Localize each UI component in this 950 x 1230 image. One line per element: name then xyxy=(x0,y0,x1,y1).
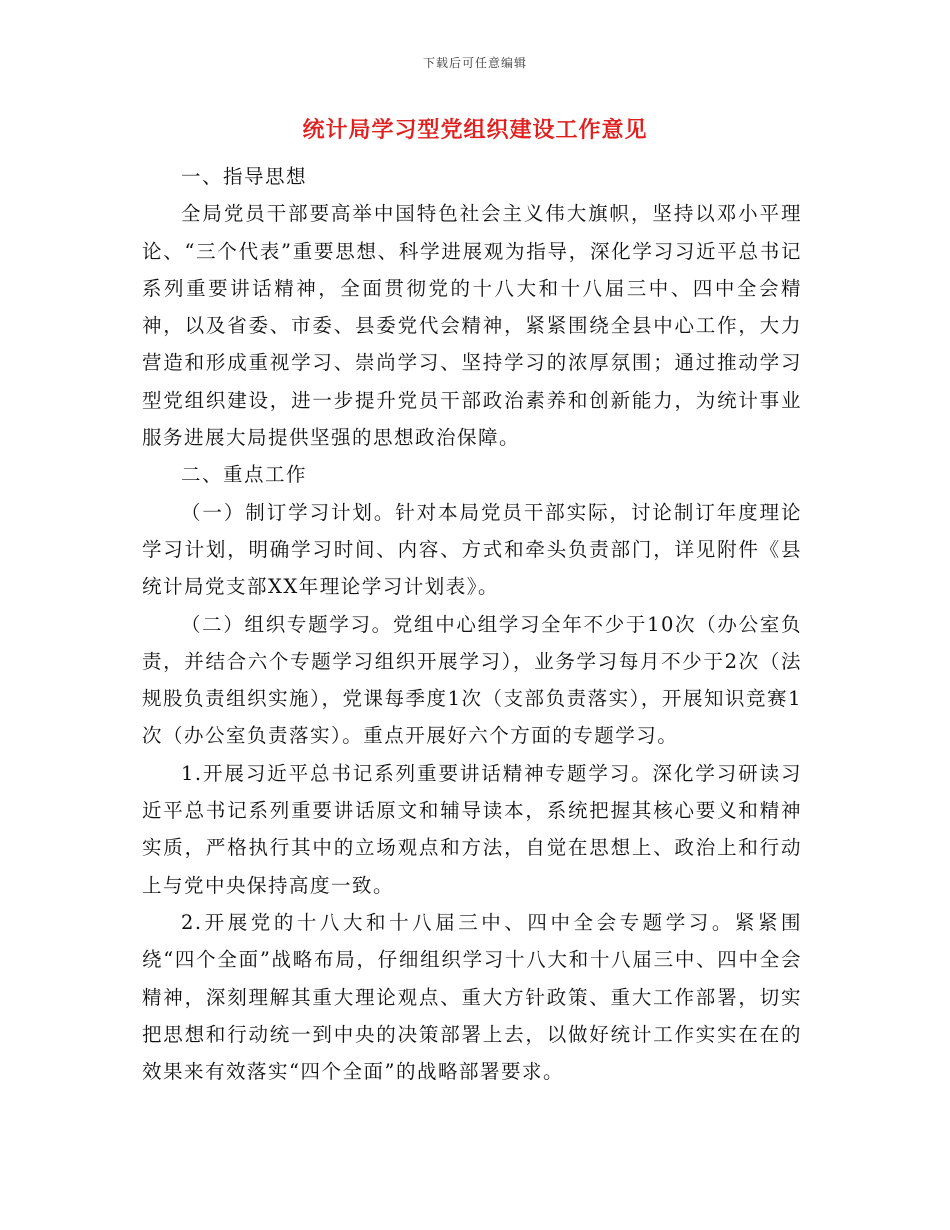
paragraph-item-1: 1.开展习近平总书记系列重要讲话精神专题学习。深化学习研读习近平总书记系列重要讲话原文和辅导读本，系统把握其核心要义和精神实质，严格执行其中的立场观点和方法，自觉在思想上、政治上和行动上与党中央保持高度一致。 xyxy=(142,761,802,897)
paragraph-study-plan: （一）制订学习计划。针对本局党员干部实际，讨论制订年度理论学习计划，明确学习时间、内容、方式和牵头负责部门，详见附件《县统计局党支部XX年理论学习计划表》。 xyxy=(142,500,802,599)
section-heading-key-work: 二、重点工作 xyxy=(181,463,308,487)
document-title: 统计局学习型党组织建设工作意见 xyxy=(302,117,648,143)
section-heading-guiding-thought: 一、指导思想 xyxy=(181,165,308,188)
document-body xyxy=(142,158,802,1090)
paragraph-item-2: 2.开展党的十八大和十八届三中、四中全会专题学习。紧紧围绕“四个全面”战略布局，仔细组织学习十八大和十八届三中、四中全会精神，深刻理解其重大理论观点、重大方针政策、重大工作部署，切实把思想和行动统一到中央的决策部署上去，以做好统计工作实实在在的效果来有效落实“四个全面”的战略部署要求。 xyxy=(142,910,802,1084)
header-note: 下载后可任意编辑 xyxy=(422,56,527,70)
paragraph-special-study: （二）组织专题学习。党组中心组学习全年不少于10次（办公室负责，并结合六个专题学习组织开展学习），业务学习每月不少于2次（法规股负责组织实施），党课每季度1次（支部负责落实），开展知识竞赛1次（办公室负责落实）。重点开展好六个方面的专题学习。 xyxy=(142,612,802,748)
paragraph-guiding-thought: 全局党员干部要高举中国特色社会主义伟大旗帜，坚持以邓小平理论、“三个代表”重要思想、科学进展观为指导，深化学习习近平总书记系列重要讲话精神，全面贯彻党的十八大和十八届三中、四中全会精神，以及省委、市委、县委党代会精神，紧紧围绕全县中心工作，大力营造和形成重视学习、崇尚学习、坚持学习的浓厚氛围；通过推动学习型党组织建设，进一步提升党员干部政治素养和创新能力，为统计事业服务进展大局提供坚强的思想政治保障。 xyxy=(142,202,802,450)
